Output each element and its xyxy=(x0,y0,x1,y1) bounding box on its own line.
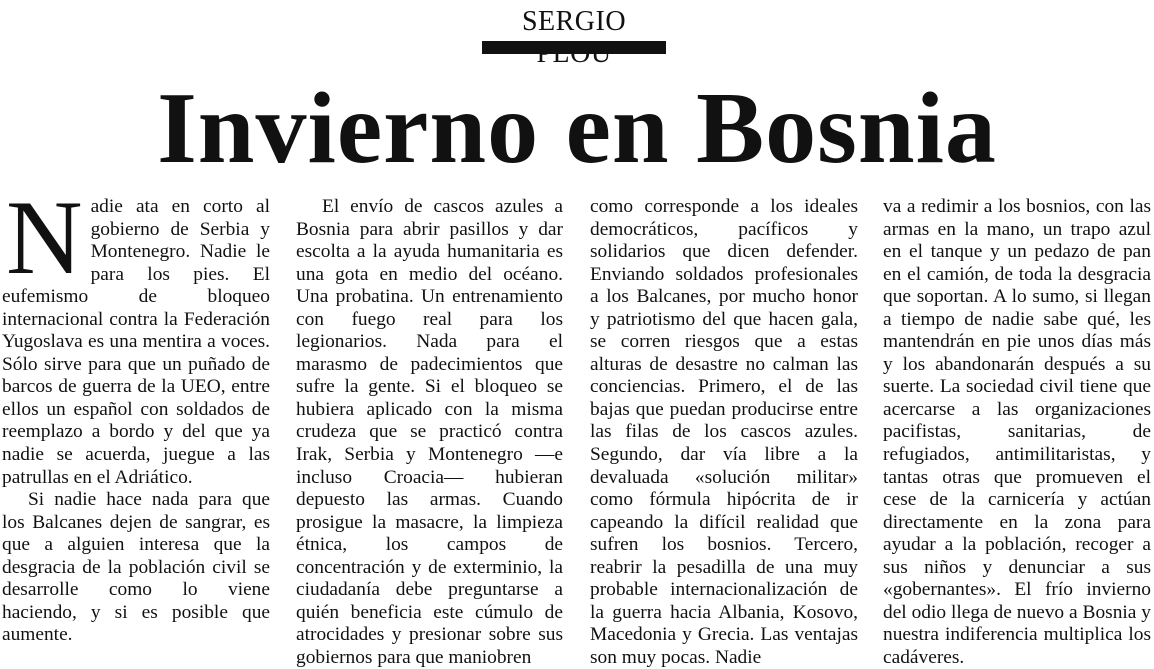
drop-cap: N xyxy=(6,179,83,296)
article-headline: Invierno en Bosnia xyxy=(157,72,997,185)
byline-rule xyxy=(482,41,666,54)
paragraph-1-text: adie ata en corto al gobierno de Serbia y Montenegro. Nadie le para los pies. El eufemismo de bloqueo internacional contra la Federación Yugoslava es una mentira a voces. Sólo sirve para que un puñado de barcos de guerra de la UEO, entre ellos un español con soldados de reemplazo a bordo y del que ya nadie se acuerda, juegue a las patrullas en el Adriático. xyxy=(2,196,270,488)
article-column-2 xyxy=(296,196,563,668)
article-column-3 xyxy=(590,196,858,668)
paragraph-2: Si nadie hace nada para que los Balcanes dejen de sangrar, es que a alguien interesa que la desgracia de la población civil se desarrolle como lo viene haciendo, y si es posible que aumente. xyxy=(2,489,270,646)
paragraph-3-end: va a redimir a los bosnios, con las armas en la mano, un trapo azul en el tanque y un pedazo de pan en el camión, de toda la desgracia que soportan. A lo sumo, si llegan a tiempo de nadie sabe qué, les mantendrán en pie unos días más y los abandonarán después a su suerte. La sociedad civil tiene que acercarse a las organizaciones pacifistas, sanitarias, de refugiados, antimilitaristas, y tantas otras que promueven el cese de la carnicería y actúan directamente en la zona para ayudar a la población, recoger a sus niños y denunciar a sus «gobernantes». El frío invierno del odio llega de nuevo a Bosnia y nuestra indiferencia multiplica los cadáveres. xyxy=(883,196,1151,668)
paragraph-3: El envío de cascos azules a Bosnia para abrir pasillos y dar escolta a la ayuda humanitaria es una gota en medio del océano. Una probatina. Un entrenamiento con fuego real para los legionarios. Nada para el marasmo de padecimientos que sufre la gente. Si el bloqueo se hubiera aplicado con la misma crudeza que se practicó contra Irak, Serbia y Montenegro —e incluso Croacia— hubieran depuesto las armas. Cuando prosigue la masacre, la limpieza étnica, los campos de concentración y de exterminio, la ciudadanía debe preguntarse a quién beneficia este cúmulo de atrocidades y presionar sobre sus gobiernos para que maniobren xyxy=(296,196,563,668)
article-column-4 xyxy=(883,196,1151,668)
author-byline: SERGIO xyxy=(521,6,627,37)
paragraph-3-continued: como corresponde a los ideales democráticos, pacíficos y solidarios que dicen defender. Enviando soldados profesionales a los Balcanes, por mucho honor y patriotismo del que hacen gala, se corren riesgos que a estas alturas de desastre no calman las conciencias. Primero, el de las bajas que puedan producirse entre las filas de los cascos azules. Segundo, dar vía libre a la devaluada «solución militar» como fórmula hipócrita de ir capeando la difícil realidad que sufren los bosnios. Tercero, reabrir la pesadilla de una muy probable internacionalización de la guerra hacia Albania, Kosovo, Macedonia y Grecia. Las ventajas son muy pocas. Nadie xyxy=(590,196,858,668)
paragraph-1 xyxy=(2,179,270,489)
article-column-1 xyxy=(2,179,270,656)
